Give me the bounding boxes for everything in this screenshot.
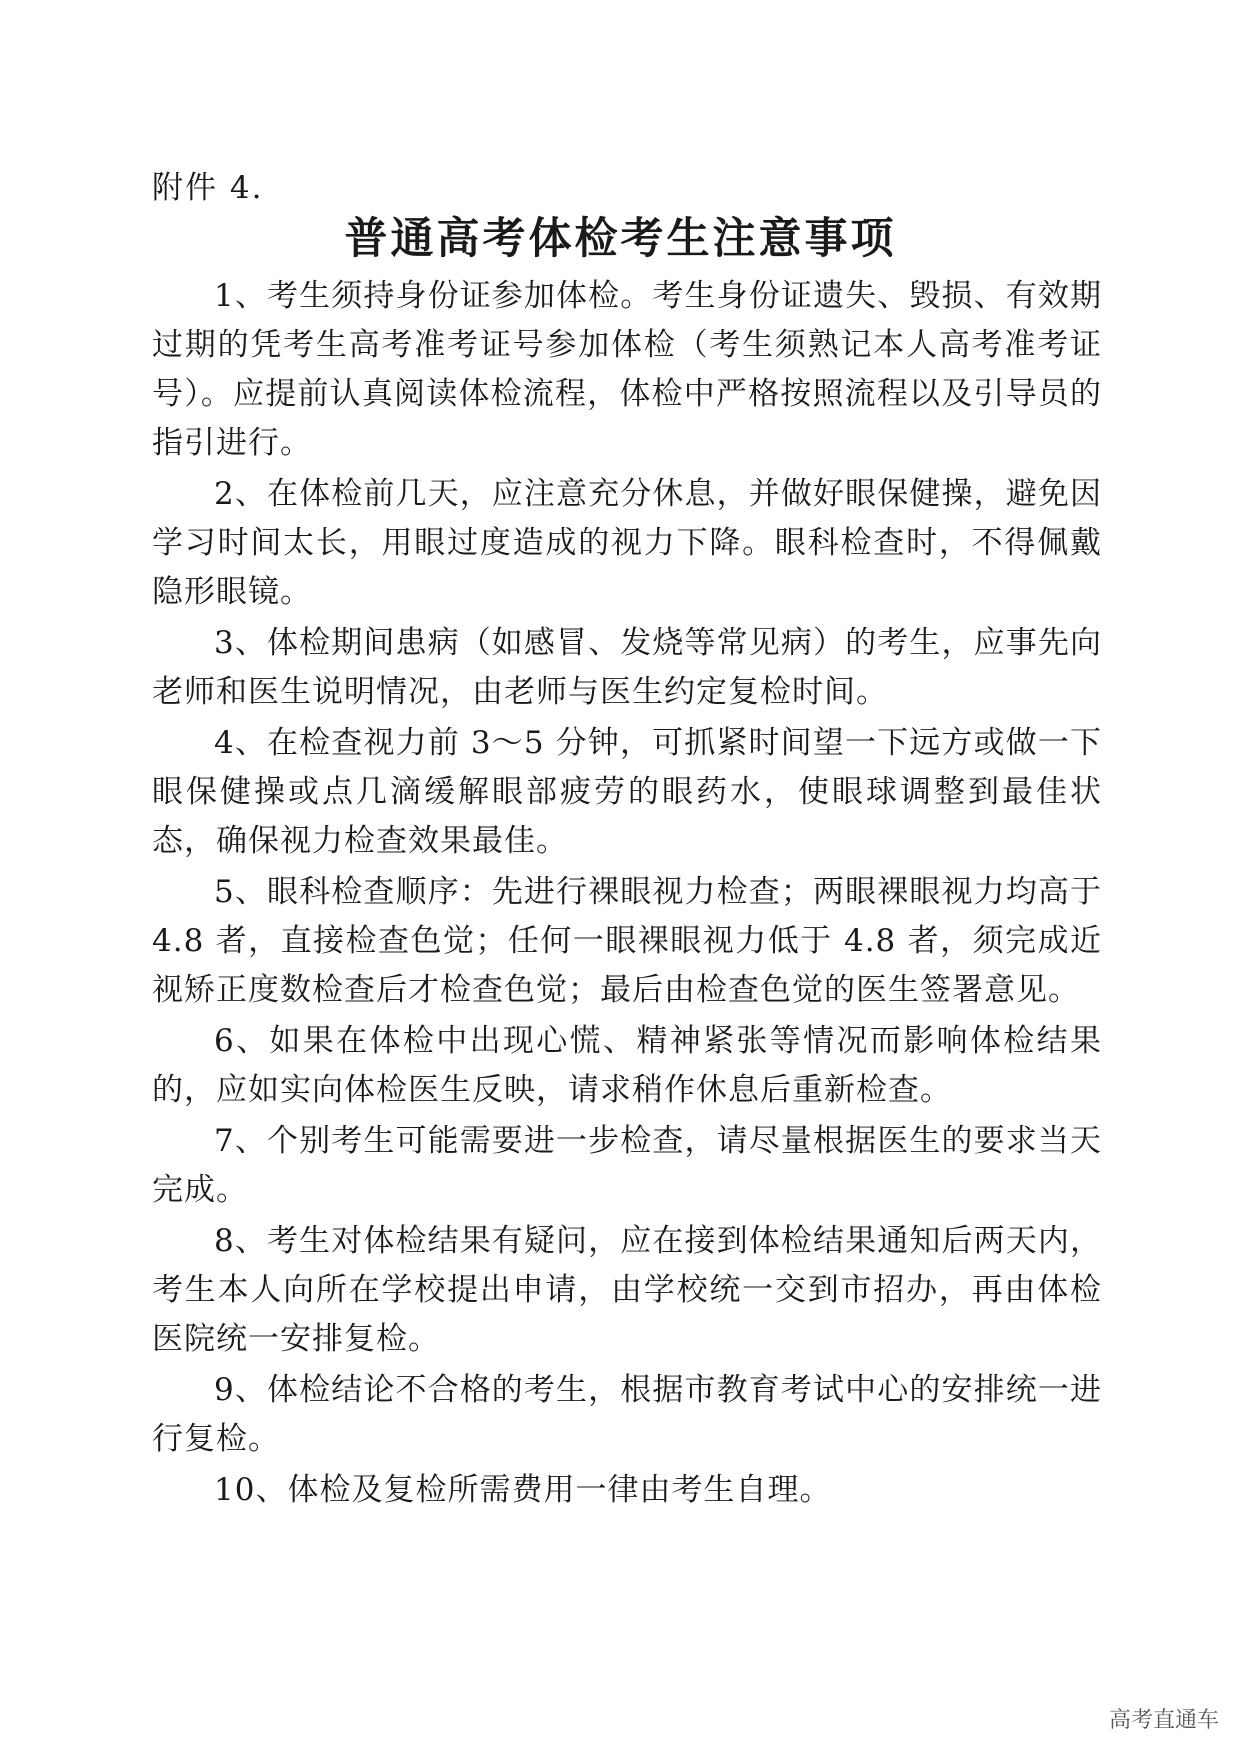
page-title: 普通高考体检考生注意事项 — [344, 214, 897, 264]
notice-item-4: 4、在检查视力前 3～5 分钟，可抓紧时间望一下远方或做一下眼保健操或点几滴缓解眼部疲劳的眼药水，使眼球调整到最佳状态，确保视力检查效果最佳。 — [152, 725, 1102, 859]
notice-item-1: 1、考生须持身份证参加体检。考生身份证遗失、毁损、有效期过期的凭考生高考准考证号参加体检（考生须熟记本人高考准考证号）。应提前认真阅读体检流程，体检中严格按照流程以及引导员的指引进行。 — [152, 278, 1102, 461]
notice-item-6: 6、如果在体检中出现心慌、精神紧张等情况而影响体检结果的，应如实向体检医生反映，请求稍作休息后重新检查。 — [152, 1023, 1102, 1108]
notice-item-3: 3、体检期间患病（如感冒、发烧等常见病）的考生，应事先向老师和医生说明情况，由老师与医生约定复检时间。 — [152, 625, 1102, 710]
notice-item-7: 7、个别考生可能需要进一步检查，请尽量根据医生的要求当天完成。 — [152, 1123, 1102, 1208]
notice-item-9: 9、体检结论不合格的考生，根据市教育考试中心的安排统一进行复检。 — [152, 1372, 1102, 1457]
notice-item-5: 5、眼科检查顺序：先进行裸眼视力检查；两眼裸眼视力均高于 4.8 者，直接检查色觉；任何一眼裸眼视力低于 4.8 者，须完成近视矫正度数检查后才检查色觉；最后由检查色觉的医生签署意见。 — [152, 874, 1102, 1008]
notice-list — [152, 272, 1102, 1517]
attachment-label: 附件 4. — [152, 170, 264, 206]
watermark: 高考直通车 — [1108, 1708, 1219, 1733]
notice-item-2: 2、在体检前几天，应注意充分休息，并做好眼保健操，避免因学习时间太长，用眼过度造成的视力下降。眼科检查时，不得佩戴隐形眼镜。 — [152, 476, 1102, 610]
notice-item-8: 8、考生对体检结果有疑问，应在接到体检结果通知后两天内，考生本人向所在学校提出申请，由学校统一交到市招办，再由体检医院统一安排复检。 — [152, 1223, 1102, 1357]
notice-item-10: 10、体检及复检所需费用一律由考生自理。 — [214, 1472, 832, 1508]
